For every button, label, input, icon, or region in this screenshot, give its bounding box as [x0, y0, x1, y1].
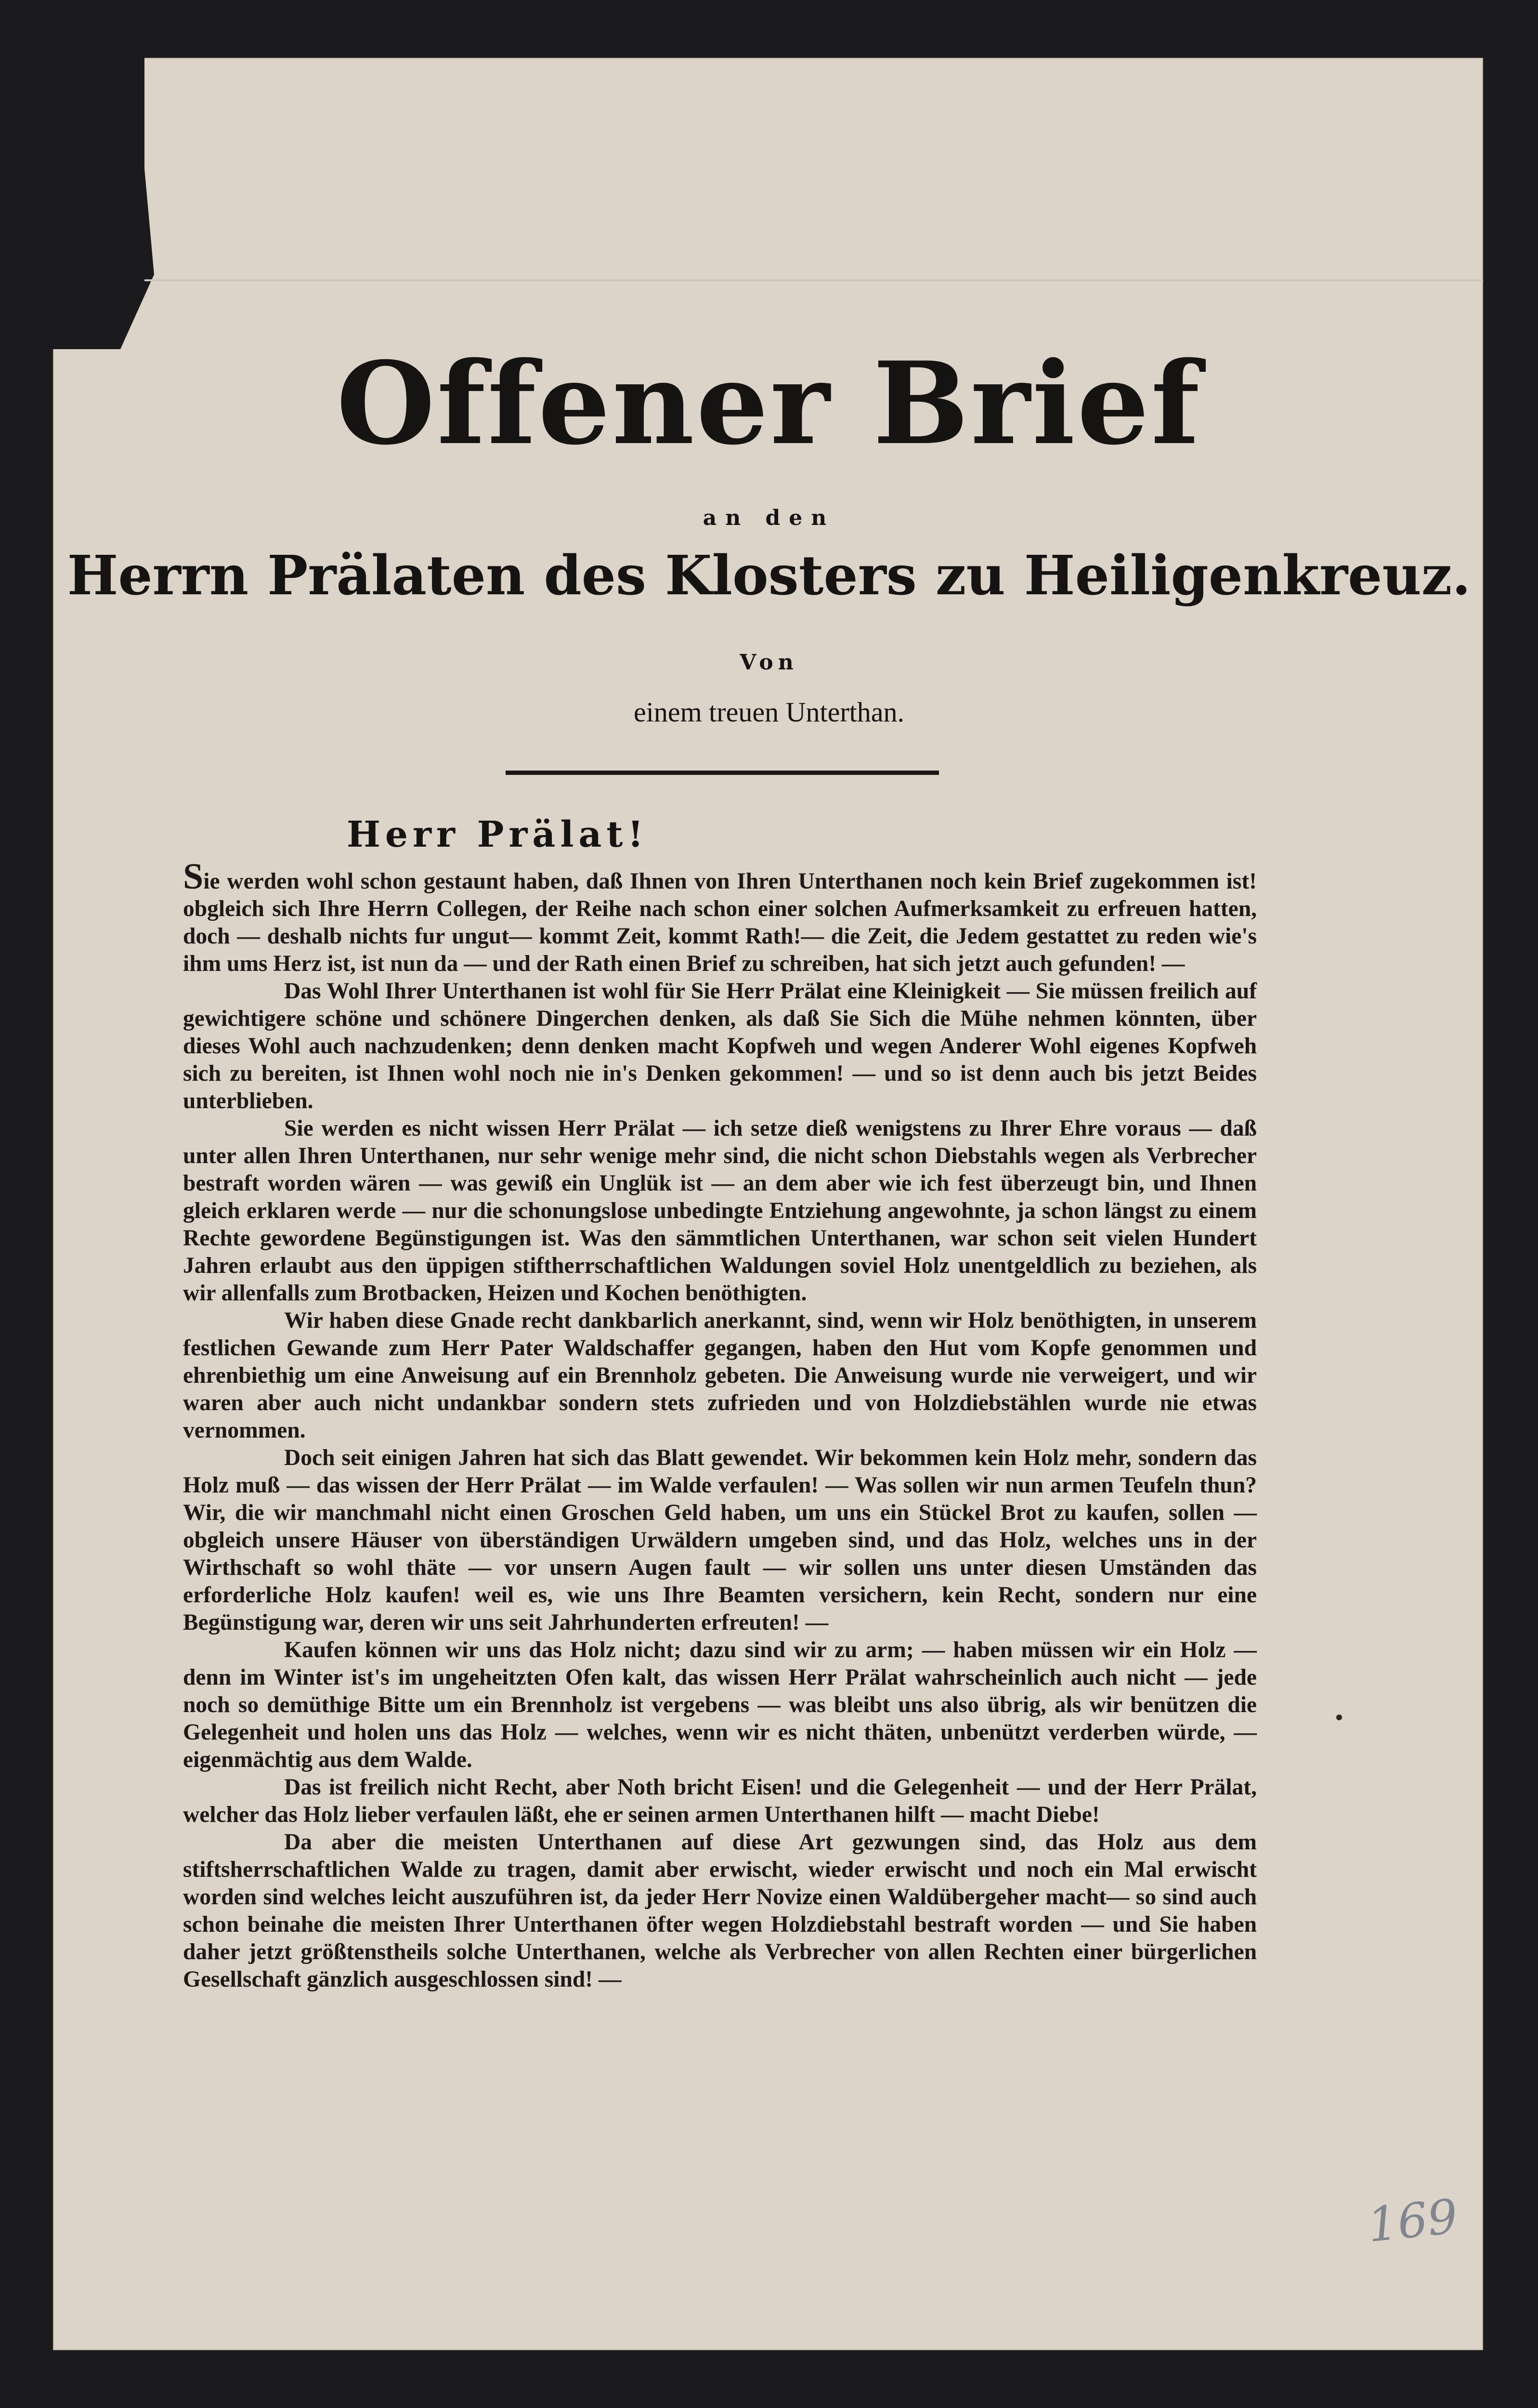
author-line: einem treuen Unterthan.: [633, 696, 905, 728]
paragraph: Doch seit einigen Jahren hat sich das Blatt gewendet. Wir bekommen kein Holz mehr, sondern das Holz muß — das wissen der Herr Prälat — im Walde verfaulen! — Was sollen wir nun armen Teufeln thun? Wir, die wir manchmahl nicht einen Groschen Geld haben, um uns ein Stückel Brot zu kaufen, sollen — obgleich unsere Häuser von überständigen Urwäldern umgeben sind, und das Holz, welches uns in der Wirthschaft so wohl thäte — vor unsern Augen fault — wir sollen uns unter diesen Umständen das erforderliche Holz kaufen! weil es, wie uns Ihre Beamten versichern, kein Recht, sondern nur eine Begünstigung war, deren wir uns seit Jahrhunderten erfreuten! —: [183, 1445, 1257, 1635]
addressee-line: Herrn Prälaten des Klosters zu Heiligenkreuz.: [67, 544, 1471, 607]
paragraph: Das Wohl Ihrer Unterthanen ist wohl für Sie Herr Prälat eine Kleinigkeit — Sie müssen freilich auf gewichtigere schöne und schönere Dingerchen denken, als daß Sie Sich die Mühe nehmen könnten, über dieses Wohl auch nachzudenken; denn denken macht Kopfweh und wegen Anderer Wohl eigenes Kopfweh sich zu bereiten, ist Ihnen wohl noch nie in's Denken gekommen! — und so ist denn auch bis jetzt Beides unterblieben.: [183, 979, 1257, 1113]
salutation: Herr Prälat!: [347, 814, 649, 855]
paragraph-text: ie werden wohl schon gestaunt haben, daß Ihnen von Ihren Unterthanen noch kein Brief zugekommen ist! obgleich sich Ihre Herrn Collegen, der Reihe nach schon einer solchen Aufmerksamkeit zu erfreuen hatten, doch — deshalb nichts fur ungut— kommt Zeit, kommt Rath!— die Zeit, die Jedem gestattet zu reden wie's ihm ums Herz ist, ist nun da — und der Rath einen Brief zu schreiben, hat sich jetzt auch gefunden! —: [183, 869, 1257, 976]
handwritten-page-number: 169: [1365, 2189, 1460, 2253]
addressee-prefix: an den: [703, 506, 835, 530]
paragraph: Da aber die meisten Unterthanen auf diese Art gezwungen sind, das Holz aus dem stiftsherrschaftlichen Walde zu tragen, damit aber erwischt, wieder erwischt und noch ein Mal erwischt worden sind welches leicht auszuführen ist, da jeder Herr Novize einen Waldübergeher macht— so sind auch schon beinahe die meisten Ihrer Unterthanen öfter wegen Holzdiebstahl bestraft worden — und Sie haben daher jetzt größtenstheils solche Unterthanen, welche als Verbrecher von allen Rechten einer bürgerlichen Gesellschaft gänzlich ausgeschlossen sind! —: [183, 1830, 1257, 1992]
paragraph: Sie werden es nicht wissen Herr Prälat — ich setze dieß wenigstens zu Ihrer Ehre voraus — daß unter allen Ihren Unterthanen, nur sehr wenige mehr sind, die nicht schon Diebstahls wegen als Verbrecher bestraft worden wären — was gewiß ein Unglük ist — an dem aber wie ich fest überzeugt bin, und Ihnen gleich erklaren werde — nur die schonungslose unbedingte Entziehung angewohnte, ja schon längst zu einem Rechte gewordene Begünstigungen ist. Was den sämmtlichen Unterthanen, war schon seit vielen Hundert Jahren erlaubt aus den üppigen stiftherrschaftlichen Waldungen soviel Holz unentgeldlich zu beziehen, als wir allenfalls zum Brotbacken, Heizen und Kochen benöthigten.: [183, 1116, 1257, 1306]
ink-spot: [1336, 1714, 1342, 1720]
paragraph: Wir haben diese Gnade recht dankbarlich anerkannt, sind, wenn wir Holz benöthigten, in unserem festlichen Gewande zum Herr Pater Waldschaffer gegangen, haben den Hut vom Kopfe genommen und ehrenbiethig um eine Anweisung auf ein Brennholz gebeten. Die Anweisung wurde nie verweigert, und wir waren aber auch nicht undankbar sondern stets zufrieden und von Holzdiebstählen wurde nie etwas vernommen.: [183, 1308, 1257, 1443]
from-prefix: Von: [740, 650, 798, 675]
paragraph: [183, 856, 1257, 978]
initial-letter: S: [183, 856, 204, 897]
fold-crease: [144, 279, 1483, 281]
letter-body: [183, 856, 1257, 1993]
paragraph: Kaufen können wir uns das Holz nicht; dazu sind wir zu arm; — haben müssen wir ein Holz — denn im Winter ist's im ungeheitzten Ofen kalt, das wissen Herr Prälat wahrscheinlich auch nicht — jede noch so demüthige Bitte um ein Brennholz ist vergebens — was bleibt uns also übrig, als wir benützen die Gelegenheit und holen uns das Holz — welches, wenn wir es nicht thäten, unbenützt verderben würde, — eigenmächtig aus dem Walde.: [183, 1637, 1257, 1772]
letter-title: Offener Brief: [336, 337, 1202, 470]
paragraph: Das ist freilich nicht Recht, aber Noth bricht Eisen! und die Gelegenheit — und der Herr Prälat, welcher das Holz lieber verfaulen läßt, ehe er seinen armen Unterthanen hilft — macht Diebe!: [183, 1775, 1257, 1827]
divider-rule: [506, 771, 939, 775]
